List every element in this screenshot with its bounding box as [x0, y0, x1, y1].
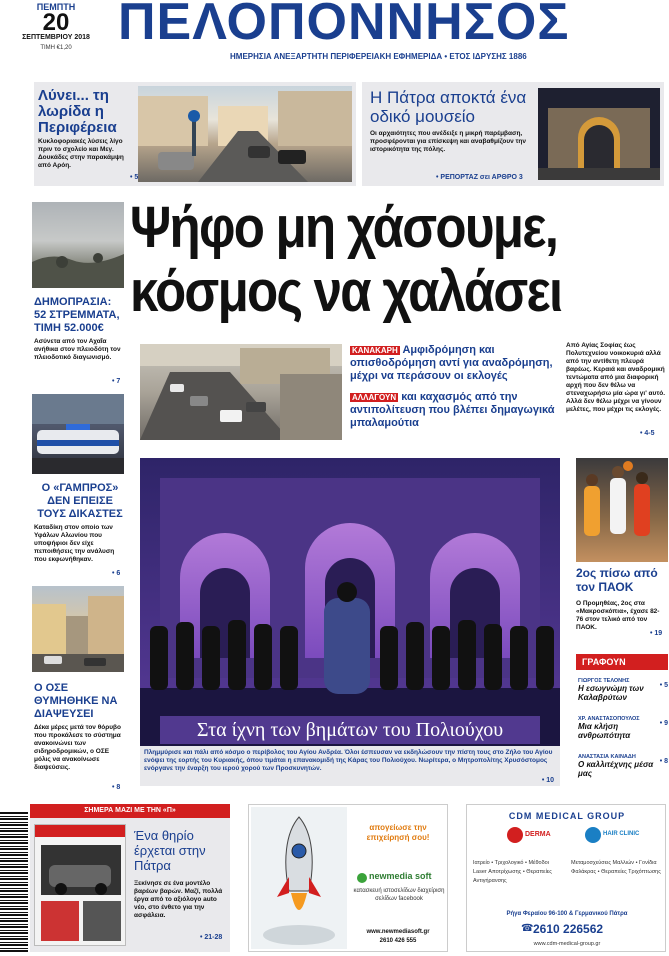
insert-headline: Ένα θηρίο έρχεται στην Πάτρα: [134, 828, 206, 873]
teaser-body: Κυκλοφοριακές λύσεις λίγο πριν το σχολείο και Μεγ. Δουκάδες στην παρακάμψη από Αρόη.: [38, 138, 124, 169]
left-story2-body: Καταδίκη στον οποίο των Υφάλων Αλωνίου που υποψήφιοι δεν είχε πεποιθήσεις την ανάλυση που εκφωνήθηκαν.: [34, 524, 115, 563]
rocket-panel: [251, 807, 347, 949]
museum-headline: Η Πάτρα αποκτά ένα οδικό μουσείο: [370, 88, 527, 126]
left-story1-headline[interactable]: ΔΗΜΟΠΡΑΣΙΑ: 52 ΣΤΡΕΜΜΑΤΑ, ΤΙΜΗ 52.000€: [34, 296, 120, 334]
church-choir-illustration: [140, 458, 560, 746]
basketball-players: [576, 458, 668, 562]
insert-body: Ξεκίνησε σε ένα μοντέλο βαρέων βαρών. Μαζί, πολλά έργα από το αξιόλογο auto νέο, στο ένθετο για την ασφάλεια.: [134, 880, 223, 919]
ad-cdm-brand2: HAIR CLINIC: [603, 831, 640, 837]
magazine-illustration: [35, 825, 126, 946]
ad-newmedia-line1: απογείωσε την: [369, 823, 427, 832]
teaser-lane[interactable]: [34, 82, 356, 186]
teaser-headline: Λύνει... τη λωρίδα η Περιφέρεια: [38, 87, 117, 136]
mid-side-text: Από Αγίας Σοφίας έως Πολυτεχνείου νοικοκυριά αλλά από την αντίθετη πλευρά βαρέως. Κεραιά και αναδρομική τεντώματα από μια διαφορική αρχή που δεν θέλω να στεναχωρήσω μία ώρα γι' αυτό. Αλλά δεν θέλω μέχρι να γίνουν μελέτες, που μέχρι τις εκλογές.: [566, 342, 666, 413]
columnist-3-ref: • 8: [659, 758, 668, 765]
museum-photo: [538, 88, 660, 180]
barcode: [0, 812, 28, 952]
basketball-photo: [576, 458, 668, 562]
columnist-1-name: ΓΙΩΡΓΟΣ ΤΕΛΟΝΗΣ: [578, 678, 630, 684]
sports-ref: • 19: [650, 630, 663, 637]
derma-logo-icon: [507, 827, 523, 843]
sports-headline[interactable]: 2ος πίσω από τον ΠΑΟΚ: [576, 566, 658, 594]
columnist-1-title: Η εσωγνώμη των Καλαβρύτων: [578, 684, 644, 702]
police-photo: [32, 394, 124, 474]
hair-logo-icon: [585, 827, 601, 843]
auto-magazine-cover: [34, 824, 126, 946]
street-photo: [138, 86, 352, 182]
traffic-illustration: [140, 344, 342, 440]
teaser-lane-ref: • 5: [130, 174, 139, 181]
ad-newmedia-url[interactable]: www.newmediasoft.gr: [366, 929, 430, 935]
ad-newmedia-tagline: κατασκευή ιστοσελίδων διαχείριση σελίδων facebook: [353, 888, 445, 902]
left-story1-ref: • 7: [112, 378, 121, 385]
police-car-illustration: [32, 394, 124, 474]
columnist-2-name: ΧΡ. ΑΝΑΣΤΑΣΟΠΟΥΛΟΣ: [578, 716, 640, 722]
left-story3-ref: • 8: [112, 784, 121, 791]
traffic-photo: [140, 344, 342, 440]
columnist-3-title: Ο καλλιτέχνης μέσα μας: [578, 760, 654, 778]
price-label: ΤΙΜΗ €1,20: [40, 45, 72, 51]
ad-cdm-web[interactable]: www.cdm-medical-group.gr: [533, 941, 601, 947]
left-story1-body: Ασύνετα από τον Αχαΐα ανήθικα στον πλειοδότη τον πλειοδοτικό διαγωνισμό.: [34, 338, 121, 361]
ad-cdm-title: CDM MEDICAL GROUP: [508, 811, 626, 821]
insert-teaser[interactable]: [30, 804, 230, 952]
left-story3-body: Δέκα μέρες μετά τον θόρυβο που προκάλεσε το σύστημα ανακοινώνει των σιδηροδρομικών, ο ΟΣΕ μόλις να ανακοίνωσε διαψεύσεις.: [34, 724, 121, 771]
day-label: ΠΕΜΠΤΗ: [36, 2, 76, 12]
left-story2-headline[interactable]: Ο «ΓΑΜΠΡΟΣ» ΔΕΝ ΕΠΕΙΣΕ ΤΟΥΣ ΔΙΚΑΣΤΕΣ: [37, 482, 123, 520]
fog-landscape: [32, 202, 124, 288]
left-story3-headline[interactable]: Ο ΟΣΕ ΘΥΜΗΘΗΚΕ ΝΑ ΔΙΑΨΕΥΣΕΙ: [34, 682, 118, 720]
month-year: ΣΕΠΤΕΜΒΡΙΟΥ 2018: [22, 34, 90, 41]
main-headline: [130, 196, 666, 332]
church-caption: [140, 746, 560, 786]
columnist-2-title: Μια κλήση ανθρωπότητα: [578, 722, 631, 740]
columnist-1-ref: • 5: [659, 682, 668, 689]
railway-photo: [32, 586, 124, 672]
teaser-museum[interactable]: [362, 82, 664, 186]
date-box: [6, 0, 106, 62]
ad-cdm-phone: 2610 226562: [533, 922, 604, 936]
museum-body: Οι αρχαιότητες που ανέδειξε η μικρή παρέμβαση, προσφέρονται για επίσκεψη και αναβαθμίζουν την ιστορικότητα της πόλης.: [370, 130, 527, 153]
masthead: [0, 0, 669, 70]
ad-newmedia[interactable]: [248, 804, 448, 952]
street-illustration: [138, 86, 352, 182]
left-story2-ref: • 6: [112, 570, 121, 577]
phone-icon: ☎: [521, 923, 534, 934]
fog-photo: [32, 202, 124, 288]
allagoun-text: και καχασμός από την αντιπολίτευση που βλέπει δημαγωγικά μπαλαμούτια: [350, 391, 555, 429]
ad-newmedia-phone: 2610 426 555: [379, 938, 417, 944]
columnist-2[interactable]: [578, 716, 668, 740]
newmedia-logo-icon: [357, 873, 367, 883]
ad-cdm-services-right: Μεταμοσχεύσεις Μαλλιών • Γονίδια Φαλάκρας • Θεραπείες Τριχόπτωσης: [571, 860, 661, 875]
rocket-icon: [251, 807, 347, 949]
ad-newmedia-brand: newmedia soft: [369, 871, 432, 881]
church-caption-banner: Στα ίχνη των βημάτων του Πολιούχου: [160, 716, 540, 744]
columnist-2-ref: • 9: [659, 720, 668, 727]
newspaper-subtitle: ΗΜΕΡΗΣΙΑ ΑΝΕΞΑΡΤΗΤΗ ΠΕΡΙΦΕΡΕΙΑΚΗ ΕΦΗΜΕΡΙΔΑ • ΕΤΟΣ ΙΔΡΥΣΗΣ 1886: [230, 52, 527, 61]
ad-cdm[interactable]: [466, 804, 666, 952]
insert-ref: • 21-28: [200, 934, 223, 941]
arch-illustration: [538, 88, 660, 180]
allagoun-label: ΑΛΛΑΓΟΥΝ: [352, 393, 397, 402]
church-caption-ref: • 10: [541, 777, 554, 784]
kanakari-text: Αμφιδρόμηση και οπισθοδρόμηση αντί για αναδρόμηση, μέχρι να περάσουν οι εκλογές: [350, 344, 553, 382]
kanakari-label: ΚΑΝΑΚΑΡΗ: [352, 346, 398, 355]
main-headline-line1: Ψήφο μη χάσουμε,: [130, 195, 558, 260]
date-number: 20: [42, 9, 70, 36]
columnist-3[interactable]: [578, 754, 668, 778]
museum-ref: • ΡΕΠΟΡΤΑΖ σει ΑΡΘΡΟ 3: [436, 174, 523, 181]
mid-side-ref: • 4-5: [640, 430, 655, 437]
ad-cdm-services-left: Ιατρείο • Τριχολογικό • Μέθοδοι Laser Αποτρίχωσης • Θεραπείες Αντιγήρανσης: [473, 860, 552, 884]
columnist-1[interactable]: [578, 678, 668, 702]
newspaper-title: ΠΕΛΟΠΟΝΝΗΣΟΣ: [118, 0, 570, 48]
columnist-3-name: ΑΝΑΣΤΑΣΙΑ ΚΑΙΝΑΔΗ: [578, 754, 636, 760]
mid-story[interactable]: [350, 344, 562, 440]
ad-newmedia-line2: επιχείρησή σου!: [366, 833, 430, 842]
main-headline-line2: κόσμος να χαλάσει: [130, 259, 562, 324]
sports-body: Ο Προμηθέας, 2ος στα «Μακροσκόπια», έχασε 82-76 στον τελικό από τον ΠΑΟΚ.: [576, 600, 660, 631]
ad-cdm-brand1: DERMA: [525, 831, 551, 838]
columnists-label: ΓΡΑΦΟΥΝ: [576, 654, 668, 670]
town-illustration: [32, 586, 124, 672]
ad-cdm-address: Ρήγα Φεραίου 96-100 & Γερμανικού Πάτρα: [506, 911, 628, 917]
insert-banner: ΣΗΜΕΡΑ ΜΑΖΙ ΜΕ ΤΗΝ «Π»: [30, 804, 230, 818]
church-photo[interactable]: [140, 458, 560, 746]
church-caption-text: Πλημμύρισε και πάλι από κόσμο ο περίβολος του Αγίου Ανδρέα. Όλοι έσπευσαν να εκδηλώσουν την πίστη τους στο Ζήλο του Αγίου ενόψει της εορτής του Κυριακής, όπου τιμάται η επανακομιδή της Κάρας του Πολιούχου. Νωρίτερα, ο Μητροπολίτης Χρυσόστομος ενόργανε την έναρξη του ιερού χορού των Προσκυνητών.: [144, 749, 553, 772]
